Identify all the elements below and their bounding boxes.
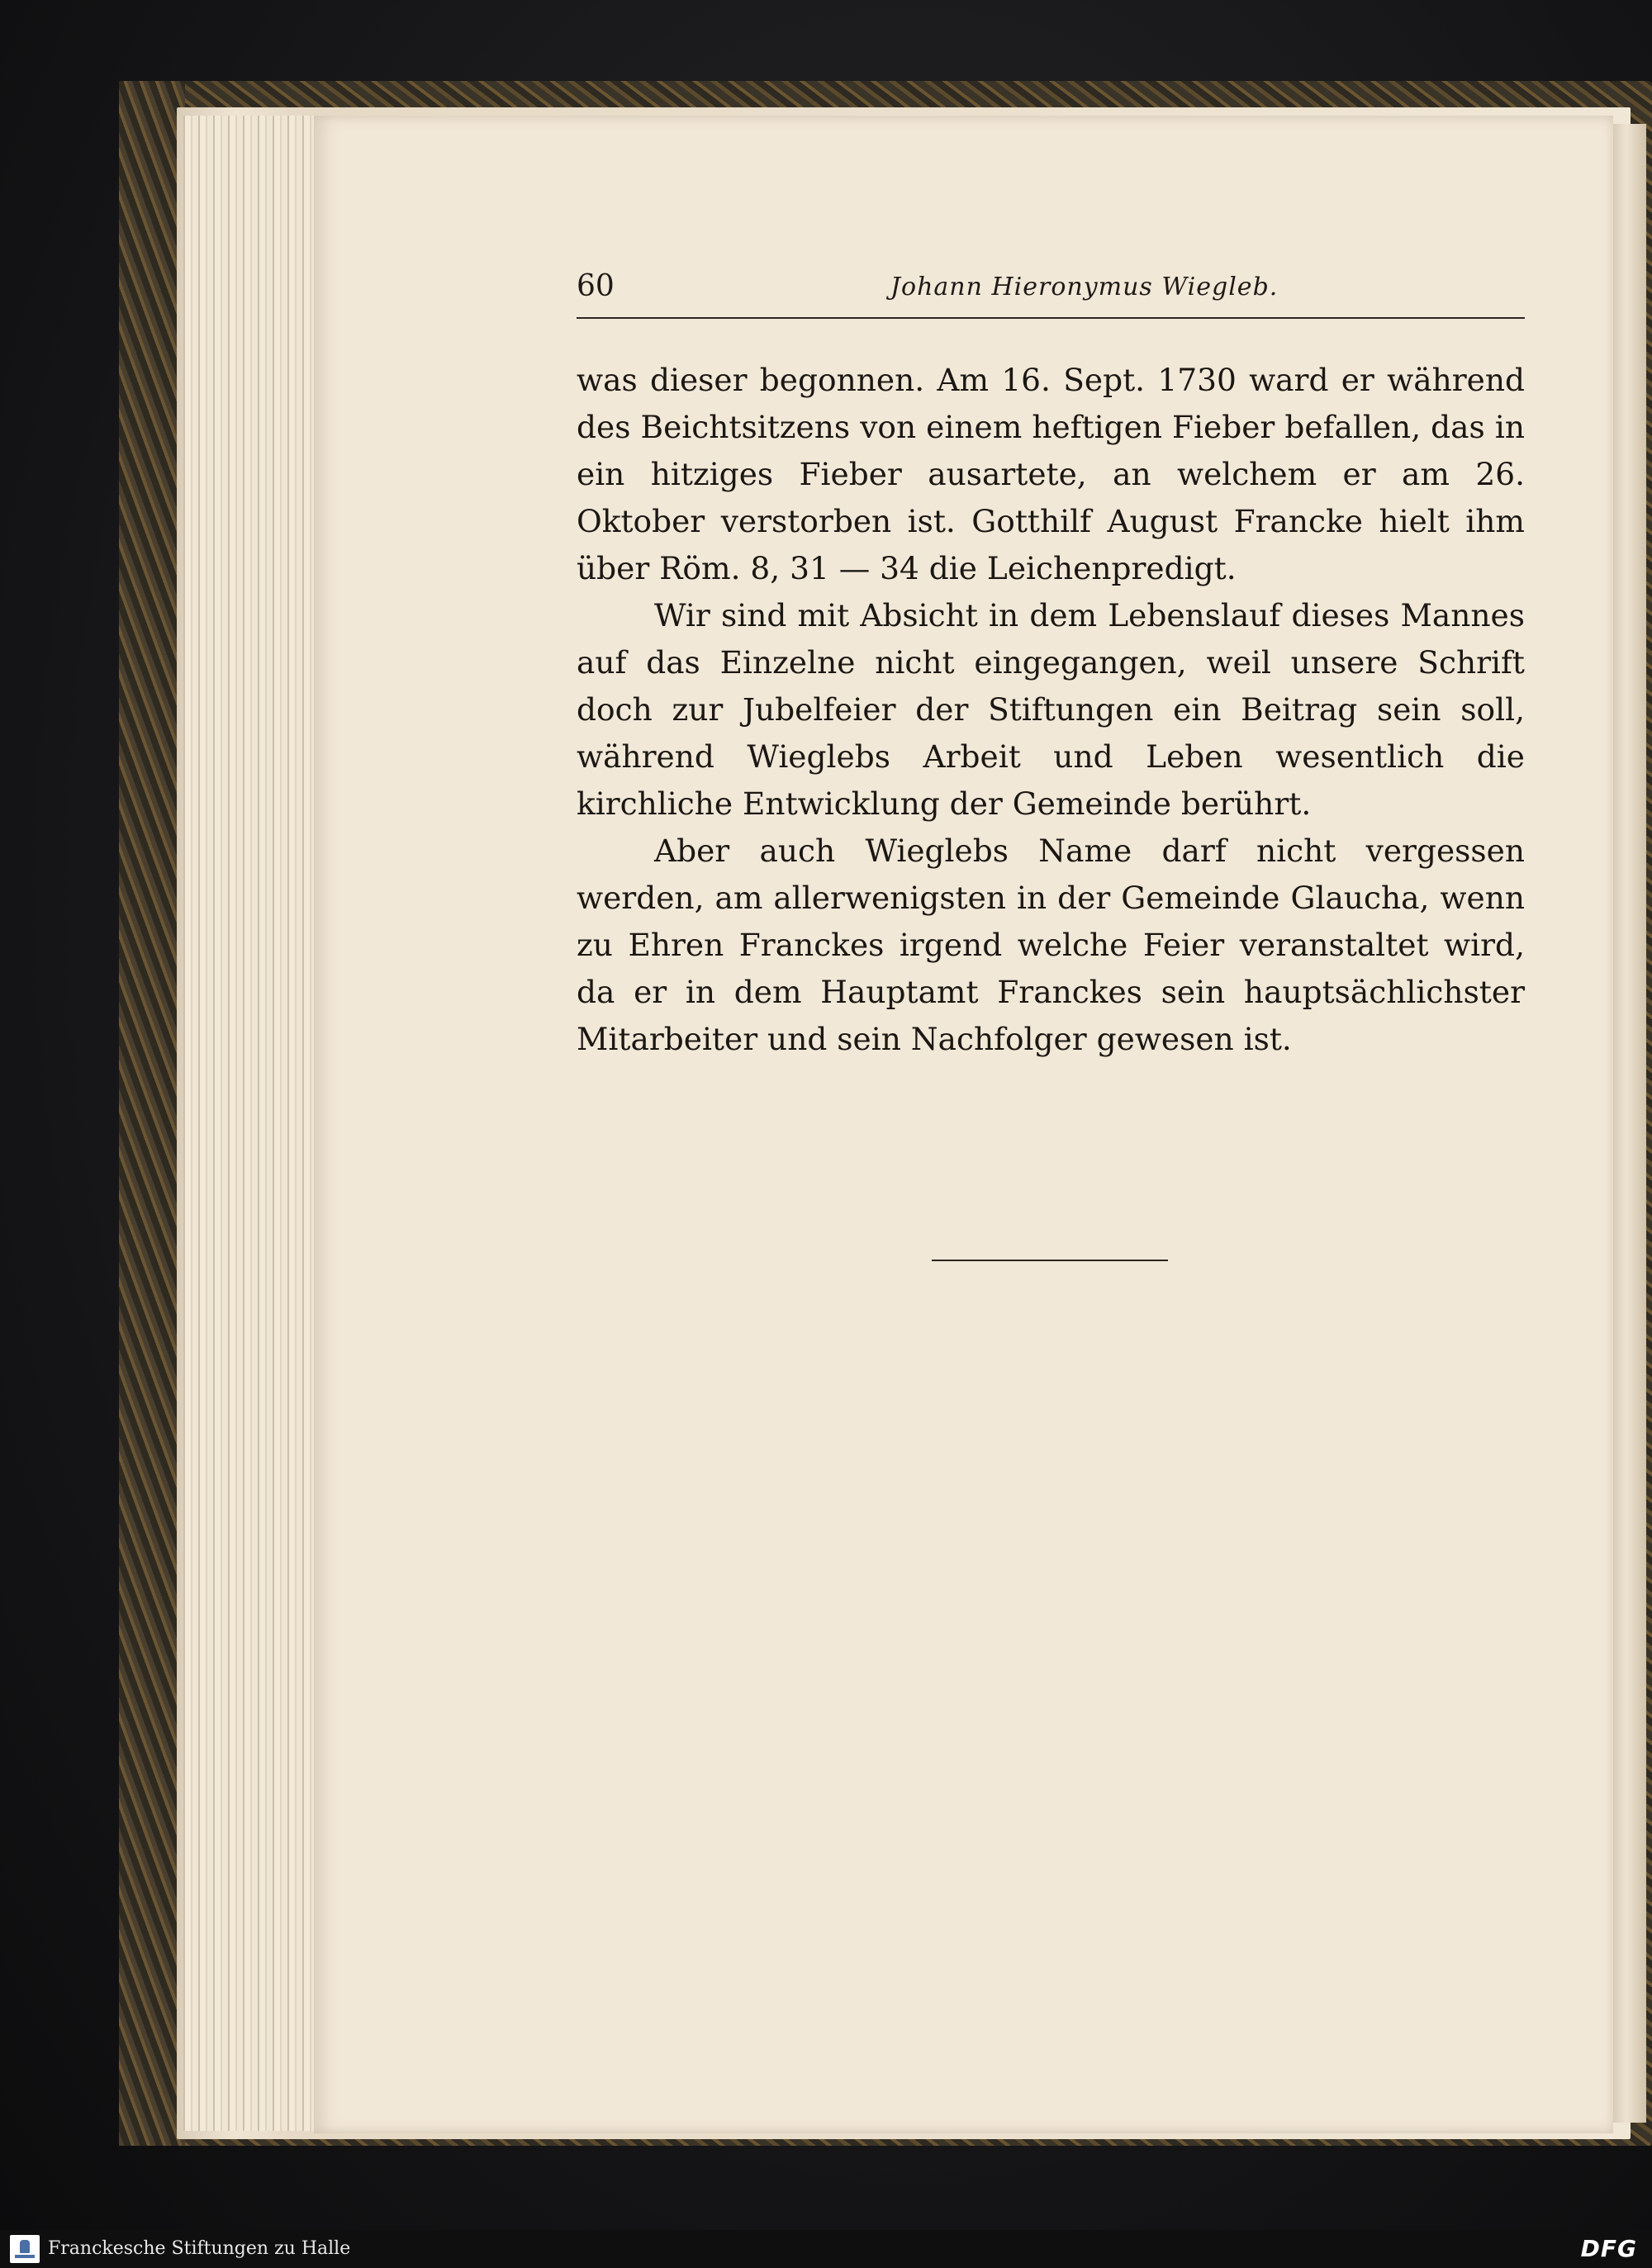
book-spine-marbling — [119, 81, 185, 2146]
body-text — [577, 357, 1525, 1063]
section-end-rule — [932, 1260, 1168, 1261]
header-rule — [577, 317, 1525, 319]
institution-name: Franckesche Stiftungen zu Halle — [48, 2238, 351, 2259]
running-head — [577, 269, 1525, 309]
dfg-logo: DFG — [1580, 2235, 1637, 2262]
page-edges — [183, 116, 316, 2131]
paragraph-3: Aber auch Wieglebs Name darf nicht vergessen werden, am allerwenigsten in der Gemeinde Glaucha, wenn zu Ehren Franckes irgend welche Feier veranstaltet wird, da er in dem Hauptamt Franckes sein hauptsächlichster Mitarbeiter und sein Nachfolger gewesen ist. — [577, 833, 1525, 1057]
institution-logo-icon — [10, 2235, 40, 2263]
page-number: 60 — [577, 269, 615, 303]
running-head-title: Johann Hieronymus Wiegleb. — [890, 273, 1279, 301]
paragraph-2: Wir sind mit Absicht in dem Lebenslauf dieses Mannes auf das Einzelne nicht eingegangen, weil unsere Schrift doch zur Jubelfeier der Stiftungen ein Beitrag sein soll, während Wieglebs Arbeit und Leben wesentlich die kirchliche Entwicklung der Gemeinde berührt. — [577, 597, 1525, 822]
page-right-edge — [1613, 124, 1646, 2123]
paragraph-1: was dieser begonnen. Am 16. Sept. 1730 ward er während des Beichtsitzens von einem heftigen Fieber befallen, das in ein hitziges Fieber ausartete, an welchem er am 26. Oktober verstorben ist. Gotthilf August Francke hielt ihm über Röm. 8, 31 — 34 die Leichenpredigt. — [577, 362, 1525, 586]
